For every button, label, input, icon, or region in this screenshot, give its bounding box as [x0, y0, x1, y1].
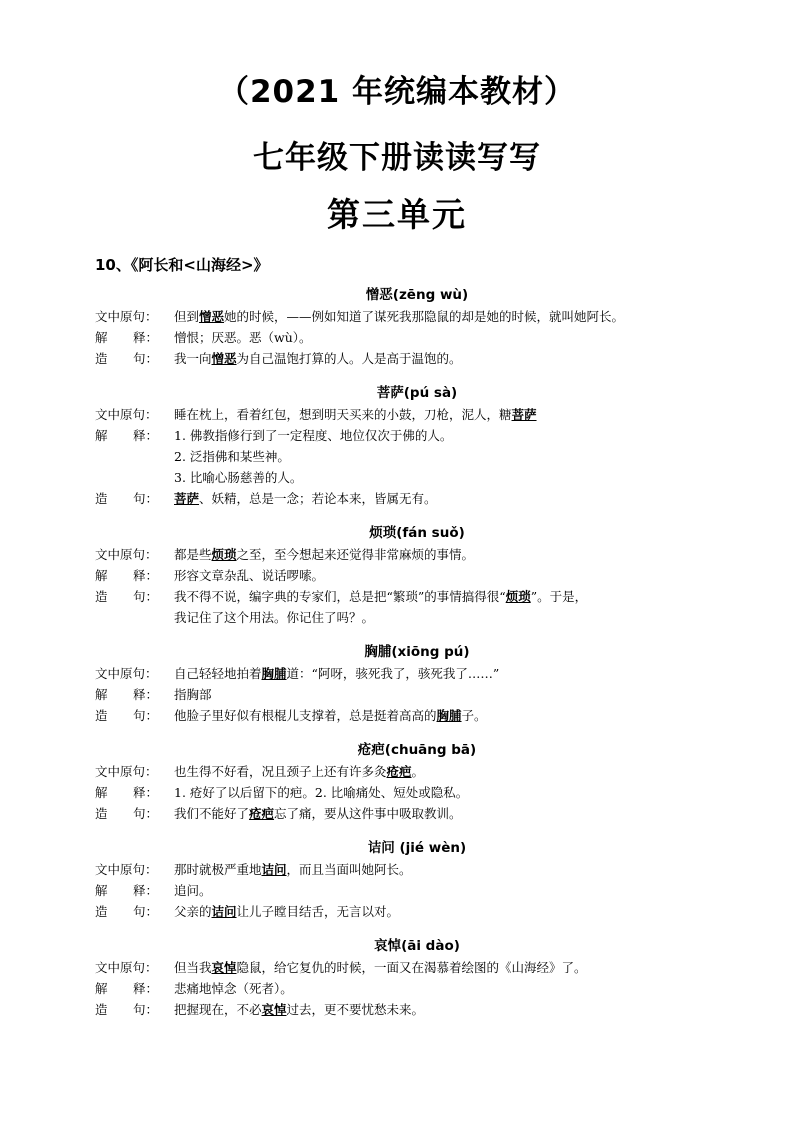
highlighted-word: 诘问 — [211, 904, 237, 919]
highlighted-word: 烦琐 — [211, 547, 237, 562]
example-label: 造 句： — [95, 589, 158, 604]
explanation-row — [0, 880, 794, 901]
vocab-word: 憎恶(zēng wù) — [365, 287, 469, 303]
original-label: 文中原句： — [95, 407, 158, 422]
highlighted-word: 胸脯 — [436, 708, 462, 723]
explanation-label: 解 释： — [95, 687, 158, 702]
explanation-text: 追问。 — [174, 883, 212, 898]
explanation-label: 解 释： — [95, 981, 158, 996]
example-text: 菩萨、妖精，总是一念；若论本来，皆属无有。 — [174, 491, 437, 506]
vocab-entry — [0, 522, 794, 628]
example-row — [0, 348, 794, 369]
explanation-label: 解 释： — [95, 883, 158, 898]
example-label: 造 句： — [95, 708, 158, 723]
example-row — [0, 803, 794, 824]
highlighted-word: 哀悼 — [211, 960, 237, 975]
vocab-word: 烦琐(fán suǒ) — [369, 525, 465, 541]
explanation-text: 1. 疮好了以后留下的疤。2. 比喻痛处、短处或隐私。 — [174, 785, 469, 800]
original-sentence-row — [0, 663, 794, 684]
original-sentence-row — [0, 859, 794, 880]
example-row — [0, 705, 794, 726]
original-sentence-row — [0, 544, 794, 565]
explanation-label: 解 释： — [95, 330, 158, 345]
vocab-entry — [0, 837, 794, 922]
highlighted-word: 胸脯 — [261, 666, 287, 681]
vocab-word: 疮疤(chuāng bā) — [357, 742, 477, 758]
vocabulary-list — [0, 284, 794, 1033]
highlighted-word: 憎恶 — [199, 309, 225, 324]
example-text: 我们不能好了疮疤忘了痛，要从这件事中吸取教训。 — [174, 806, 462, 821]
example-label: 造 句： — [95, 904, 158, 919]
explanation-row — [0, 327, 794, 348]
explanation-row — [0, 425, 794, 446]
explanation-label: 解 释： — [95, 428, 158, 443]
explanation-row — [0, 467, 794, 488]
highlighted-word: 疮疤 — [386, 764, 412, 779]
original-label: 文中原句： — [95, 666, 158, 681]
highlighted-word: 疮疤 — [249, 806, 275, 821]
original-sentence-row — [0, 404, 794, 425]
example-text: 把握现在，不必哀悼过去，更不要忧愁未来。 — [174, 1002, 425, 1017]
example-row — [0, 901, 794, 922]
explanation-row — [0, 978, 794, 999]
lesson-heading: 10、《阿长和<山海经>》 — [95, 256, 269, 274]
example-text: 我记住了这个用法。你记住了吗？。 — [174, 610, 375, 625]
example-text: 我不得不说，编字典的专家们，总是把“繁琐”的事情搞得很“烦琐”。于是， — [174, 589, 588, 604]
vocab-word: 菩萨(pú sà) — [376, 385, 458, 401]
book-title: 七年级下册读读写写 — [253, 140, 541, 176]
explanation-text: 3. 比喻心肠慈善的人。 — [174, 470, 303, 485]
explanation-row — [0, 684, 794, 705]
original-sentence-row — [0, 761, 794, 782]
edition-title: （2021 年统编本教材） — [217, 74, 577, 110]
vocab-entry — [0, 641, 794, 726]
original-text: 也生得不好看，况且颈子上还有许多灸疮疤。 — [174, 764, 425, 779]
highlighted-word: 诘问 — [261, 862, 287, 877]
vocab-entry — [0, 935, 794, 1020]
highlighted-word: 哀悼 — [261, 1002, 287, 1017]
original-text: 但当我哀悼隐鼠，给它复仇的时候，一面又在渴慕着绘图的《山海经》了。 — [174, 960, 587, 975]
original-label: 文中原句： — [95, 547, 158, 562]
explanation-row — [0, 446, 794, 467]
explanation-text: 悲痛地悼念（死者）。 — [174, 981, 293, 996]
highlighted-word: 烦琐 — [505, 589, 531, 604]
highlighted-word: 菩萨 — [511, 407, 537, 422]
example-row — [0, 999, 794, 1020]
explanation-text: 憎恨；厌恶。恶（wù）。 — [174, 330, 312, 345]
original-label: 文中原句： — [95, 960, 158, 975]
original-text: 但到憎恶她的时候，——例如知道了谋死我那隐鼠的却是她的时候，就叫她阿长。 — [174, 309, 625, 324]
highlighted-word: 憎恶 — [211, 351, 237, 366]
unit-title: 第三单元 — [327, 195, 467, 234]
example-text: 父亲的诘问让儿子瞠目结舌，无言以对。 — [174, 904, 400, 919]
vocab-entry — [0, 739, 794, 824]
example-label: 造 句： — [95, 351, 158, 366]
vocab-word: 哀悼(āi dào) — [374, 938, 460, 954]
vocab-word: 诘问 (jié wèn) — [367, 840, 467, 856]
example-label: 造 句： — [95, 806, 158, 821]
original-label: 文中原句： — [95, 862, 158, 877]
original-text: 那时就极严重地诘问，而且当面叫她阿长。 — [174, 862, 412, 877]
explanation-label: 解 释： — [95, 785, 158, 800]
explanation-text: 形容文章杂乱、说话啰嗦。 — [174, 568, 325, 583]
original-label: 文中原句： — [95, 764, 158, 779]
explanation-label: 解 释： — [95, 568, 158, 583]
example-text: 我一向憎恶为自己温饱打算的人。人是高于温饱的。 — [174, 351, 462, 366]
highlighted-word: 菩萨 — [174, 491, 200, 506]
example-continuation-row — [0, 607, 794, 628]
explanation-text: 指胸部 — [174, 687, 212, 702]
vocab-entry — [0, 284, 794, 369]
original-label: 文中原句： — [95, 309, 158, 324]
vocab-entry — [0, 382, 794, 509]
original-sentence-row — [0, 306, 794, 327]
original-sentence-row — [0, 957, 794, 978]
example-text: 他脸子里好似有根棍儿支撑着，总是挺着高高的胸脯子。 — [174, 708, 487, 723]
explanation-row — [0, 565, 794, 586]
original-text: 都是些烦琐之至，至今想起来还觉得非常麻烦的事情。 — [174, 547, 475, 562]
explanation-row — [0, 782, 794, 803]
example-label: 造 句： — [95, 1002, 158, 1017]
original-text: 睡在枕上，看着红包，想到明天买来的小鼓，刀枪，泥人，糖菩萨 — [174, 407, 537, 422]
explanation-text: 1. 佛教指修行到了一定程度、地位仅次于佛的人。 — [174, 428, 453, 443]
example-row — [0, 586, 794, 607]
vocab-word: 胸脯(xiōng pú) — [364, 644, 470, 660]
example-row — [0, 488, 794, 509]
original-text: 自己轻轻地拍着胸脯道：“阿呀，骇死我了，骇死我了……” — [174, 666, 500, 681]
explanation-text: 2. 泛指佛和某些神。 — [174, 449, 290, 464]
example-label: 造 句： — [95, 491, 158, 506]
